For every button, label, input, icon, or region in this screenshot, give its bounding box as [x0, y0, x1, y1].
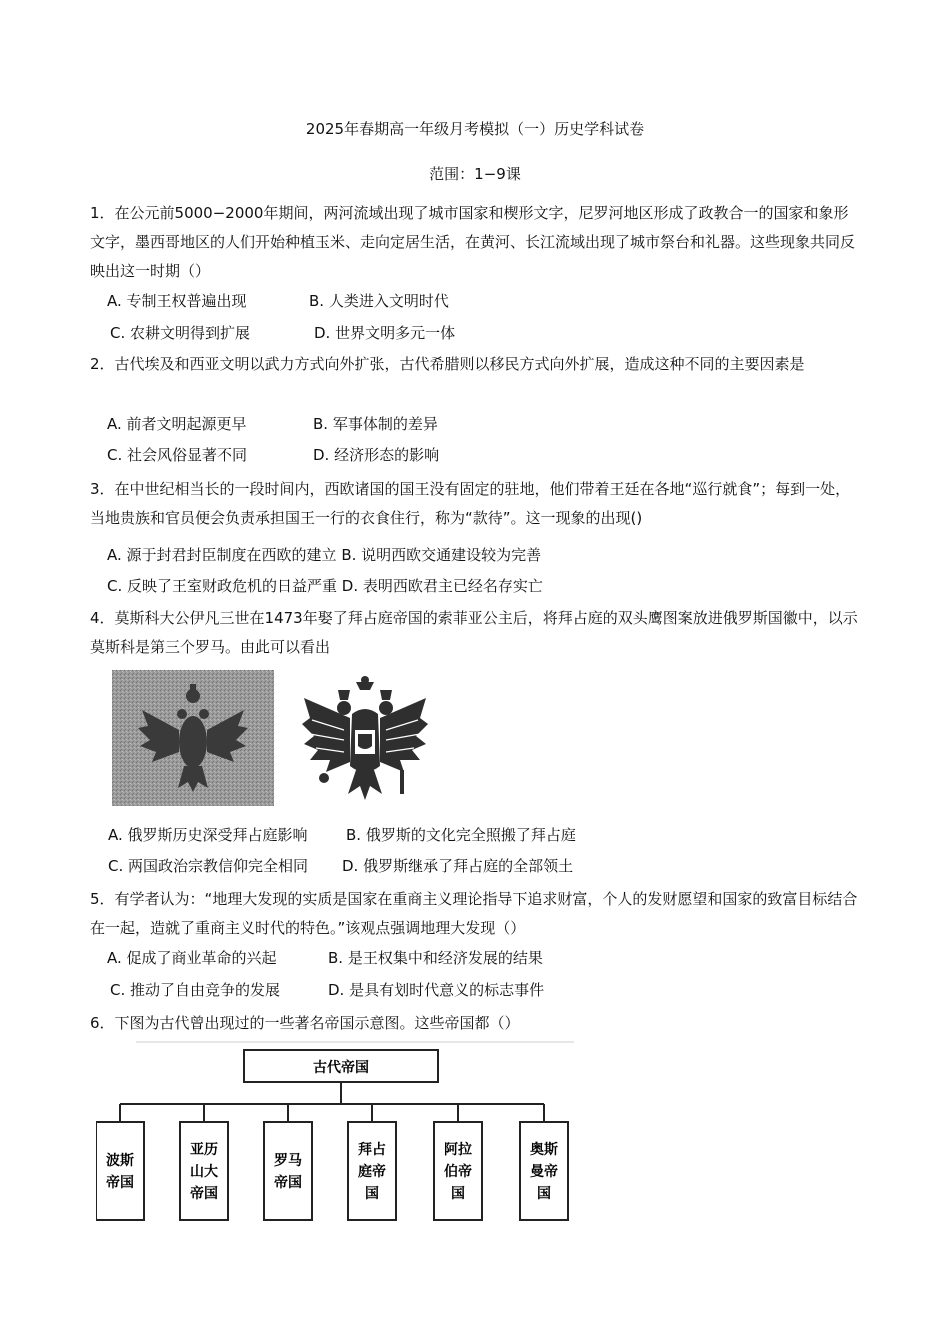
question-3-option-c: C. 反映了王室财政危机的日益严重 [107, 577, 338, 595]
diagram-empire-label: 帝国 [106, 1175, 134, 1191]
byzantine-double-eagle-image [112, 670, 274, 806]
question-4-options-row-1 [108, 825, 576, 845]
diagram-empire-label: 山大 [190, 1164, 218, 1180]
diagram-empire-label: 帝国 [274, 1175, 302, 1191]
question-3-option-b: B. 说明西欧交通建设较为完善 [341, 546, 542, 564]
question-3-options-row-1 [107, 545, 541, 565]
question-1-option-b: B. 人类进入文明时代 [309, 292, 449, 310]
question-3-stem: 3．在中世纪相当长的一段时间内，西欧诸国的国王没有固定的驻地，他们带着王廷在各地“巡行就食”；每到一处，当地贵族和官员便会负责承担国王一行的衣食住行，称为“款待”。这一现象的出现() [90, 480, 851, 527]
question-3-option-d: D. 表明西欧君主已经名存实亡 [341, 577, 543, 595]
question-5-option-b: B. 是王权集中和经济发展的结果 [328, 949, 543, 967]
diagram-empire-label: 亚历 [190, 1142, 218, 1158]
question-1-stem: 1．在公元前5000−2000年期间，两河流域出现了城市国家和楔形文字，尼罗河地区形成了政教合一的国家和象形文字，墨西哥地区的人们开始种植玉米、走向定居生活，在黄河、长江流域出现了城市祭台和礼器。这些现象共同反映出这一时期（） [90, 204, 856, 280]
question-5-stem: 5．有学者认为：“地理大发现的实质是国家在重商主义理论指导下追求财富，个人的发财愿望和国家的致富目标结合在一起，造就了重商主义时代的特色。”该观点强调地理大发现（） [90, 890, 858, 937]
russian-coat-of-arms-image [300, 674, 430, 804]
question-5-option-c: C. 推动了自由竞争的发展 [110, 981, 281, 999]
question-1-options-row-1 [107, 291, 449, 311]
question-6-stem: 6．下图为古代曾出现过的一些著名帝国示意图。这些帝国都（） [90, 1014, 520, 1032]
diagram-empire-label: 奥斯 [530, 1142, 558, 1158]
question-1-option-a: A. 专制王权普遍出现 [107, 292, 247, 310]
diagram-empire-box [264, 1122, 312, 1220]
diagram-empire-label: 拜占 [358, 1142, 386, 1158]
question-2-options-row-2 [107, 445, 439, 465]
diagram-empire-label: 罗马 [274, 1153, 302, 1169]
exam-title: 2025年春期高一年级月考模拟（一）历史学科试卷 [305, 120, 645, 138]
diagram-empire-box [96, 1122, 144, 1220]
diagram-empire-label: 阿拉 [444, 1142, 472, 1158]
diagram-empire-label: 伯帝 [444, 1164, 472, 1180]
question-4-stem: 4．莫斯科大公伊凡三世在1473年娶了拜占庭帝国的索菲亚公主后，将拜占庭的双头鹰图案放进俄罗斯国徽中，以示莫斯科是第三个罗马。由此可以看出 [90, 609, 858, 656]
question-2-options-row-1 [107, 414, 438, 434]
diagram-empire-label: 国 [537, 1186, 551, 1202]
question-4-options-row-2 [108, 856, 573, 876]
question-3-options-row-2 [107, 576, 543, 596]
question-4-option-c: C. 两国政治宗教信仰完全相同 [108, 857, 309, 875]
ancient-empires-diagram [96, 1040, 576, 1230]
diagram-empire-label: 曼帝 [530, 1164, 558, 1180]
question-4-option-b: B. 俄罗斯的文化完全照搬了拜占庭 [346, 826, 576, 844]
diagram-root-label: 古代帝国 [313, 1060, 369, 1076]
diagram-empire-label: 帝国 [190, 1186, 218, 1202]
question-2-option-c: C. 社会风俗显著不同 [107, 446, 248, 464]
question-5-options-row-2 [110, 980, 544, 1000]
question-4-option-a: A. 俄罗斯历史深受拜占庭影响 [108, 826, 308, 844]
question-2-option-d: D. 经济形态的影响 [313, 446, 440, 464]
diagram-empire-label: 庭帝 [358, 1164, 386, 1180]
question-1-option-d: D. 世界文明多元一体 [314, 324, 456, 342]
question-2-option-a: A. 前者文明起源更早 [107, 415, 247, 433]
question-4-option-d: D. 俄罗斯继承了拜占庭的全部领土 [342, 857, 574, 875]
diagram-empire-label: 国 [451, 1186, 465, 1202]
question-1-options-row-2 [110, 323, 455, 343]
question-2-stem: 2．古代埃及和西亚文明以武力方式向外扩张，古代希腊则以移民方式向外扩展，造成这种不同的主要因素是 [90, 355, 805, 373]
question-3-option-a: A. 源于封君封臣制度在西欧的建立 [107, 546, 337, 564]
exam-scope: 范围：1−9课 [429, 165, 521, 183]
question-5-option-a: A. 促成了商业革命的兴起 [107, 949, 277, 967]
diagram-empire-label: 波斯 [106, 1153, 134, 1169]
question-5-options-row-1 [107, 948, 543, 968]
question-2-option-b: B. 军事体制的差异 [313, 415, 438, 433]
question-1-option-c: C. 农耕文明得到扩展 [110, 324, 251, 342]
diagram-empire-label: 国 [365, 1186, 379, 1202]
question-5-option-d: D. 是具有划时代意义的标志事件 [328, 981, 545, 999]
